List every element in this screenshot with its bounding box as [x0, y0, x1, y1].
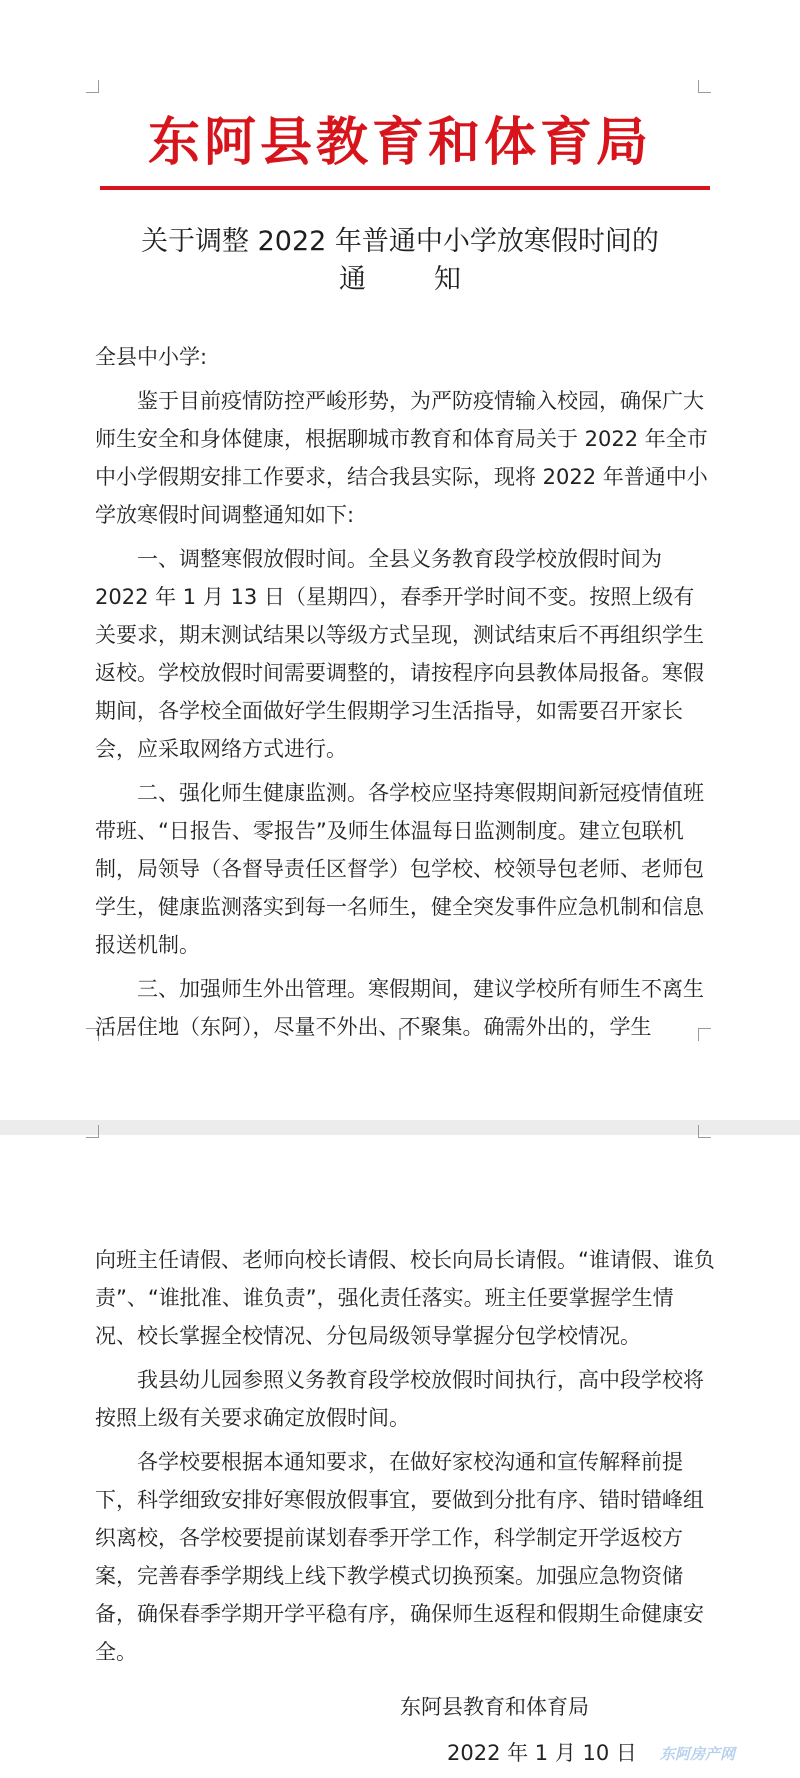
- masthead-org-name: 东阿县教育和体育局: [147, 112, 652, 173]
- title-char-tong: 通: [339, 264, 366, 295]
- paragraph-item-2: 二、强化师生健康监测。各学校应坚持寒假期间新冠疫情值班带班、“日报告、零报告”及师生体温每日监测制度。建立包联机制，局领导（各督导责任区督学）包学校、校领导包老师、老师包学生，健康监测落实到每一名师生，健全突发事件应急机制和信息报送机制。: [95, 781, 704, 957]
- page-corner-mark: [86, 1125, 99, 1138]
- paragraph-item-3: 三、加强师生外出管理。寒假期间，建议学校所有师生不离生活居住地（东阿），尽量不外出、不聚集。确需外出的，学生: [95, 977, 704, 1039]
- page-corner-mark: [86, 80, 99, 93]
- page-separator: [0, 1120, 800, 1135]
- masthead-red-rule: [100, 186, 710, 190]
- paragraph-kindergarten: 我县幼儿园参照义务教育段学校放假时间执行，高中段学校将按照上级有关要求确定放假时间。: [95, 1368, 704, 1430]
- salutation: 全县中小学:: [95, 345, 208, 369]
- document-title: 关于调整 2022 年普通中小学放寒假时间的: [141, 226, 659, 257]
- paragraph-item-1: 一、调整寒假放假时间。全县义务教育段学校放假时间为 2022 年 1 月 13 日（星期四），春季开学时间不变。按照上级有关要求，期末测试结果以等级方式呈现，测试结束后不再组织学生返校。学校放假时间需要调整的，请按程序向县教体局报备。寒假期间，各学校全面做好学生假期学习生活指导，如需要召开家长会，应采取网络方式进行。: [95, 547, 704, 761]
- watermark-logo: 东阿房产网: [660, 1745, 736, 1763]
- paragraph-intro: 鉴于目前疫情防控严峻形势，为严防疫情输入校园，确保广大师生安全和身体健康，根据聊城市教育和体育局关于 2022 年全市中小学假期安排工作要求，结合我县实际，现将 2022 年普通中小学放寒假时间调整通知如下:: [95, 389, 708, 527]
- page-corner-mark: [698, 1125, 711, 1138]
- document-body-page2: [95, 1241, 715, 1677]
- page-corner-mark: [698, 80, 711, 93]
- signature-date: 2022 年 1 月 10 日: [447, 1741, 637, 1765]
- paragraph-item-3-cont: 向班主任请假、老师向校长请假、校长向局长请假。“谁请假、谁负责”、“谁批准、谁负责”，强化责任落实。班主任要掌握学生情况、校长掌握全校情况、分包局级领导掌握分包学校情况。: [95, 1248, 715, 1348]
- signature-org: 东阿县教育和体育局: [400, 1695, 589, 1719]
- document-body-page1: [95, 338, 715, 1052]
- paragraph-requirements: 各学校要根据本通知要求，在做好家校沟通和宣传解释前提下，科学细致安排好寒假放假事宜，要做到分批有序、错时错峰组织离校，各学校要提前谋划春季开学工作，科学制定开学返校方案，完善春季学期线上线下教学模式切换预案。加强应急物资储备，确保春季学期开学平稳有序，确保师生返程和假期生命健康安全。: [95, 1450, 704, 1664]
- title-char-zhi: 知: [434, 264, 461, 295]
- document-title-line2: [0, 260, 800, 300]
